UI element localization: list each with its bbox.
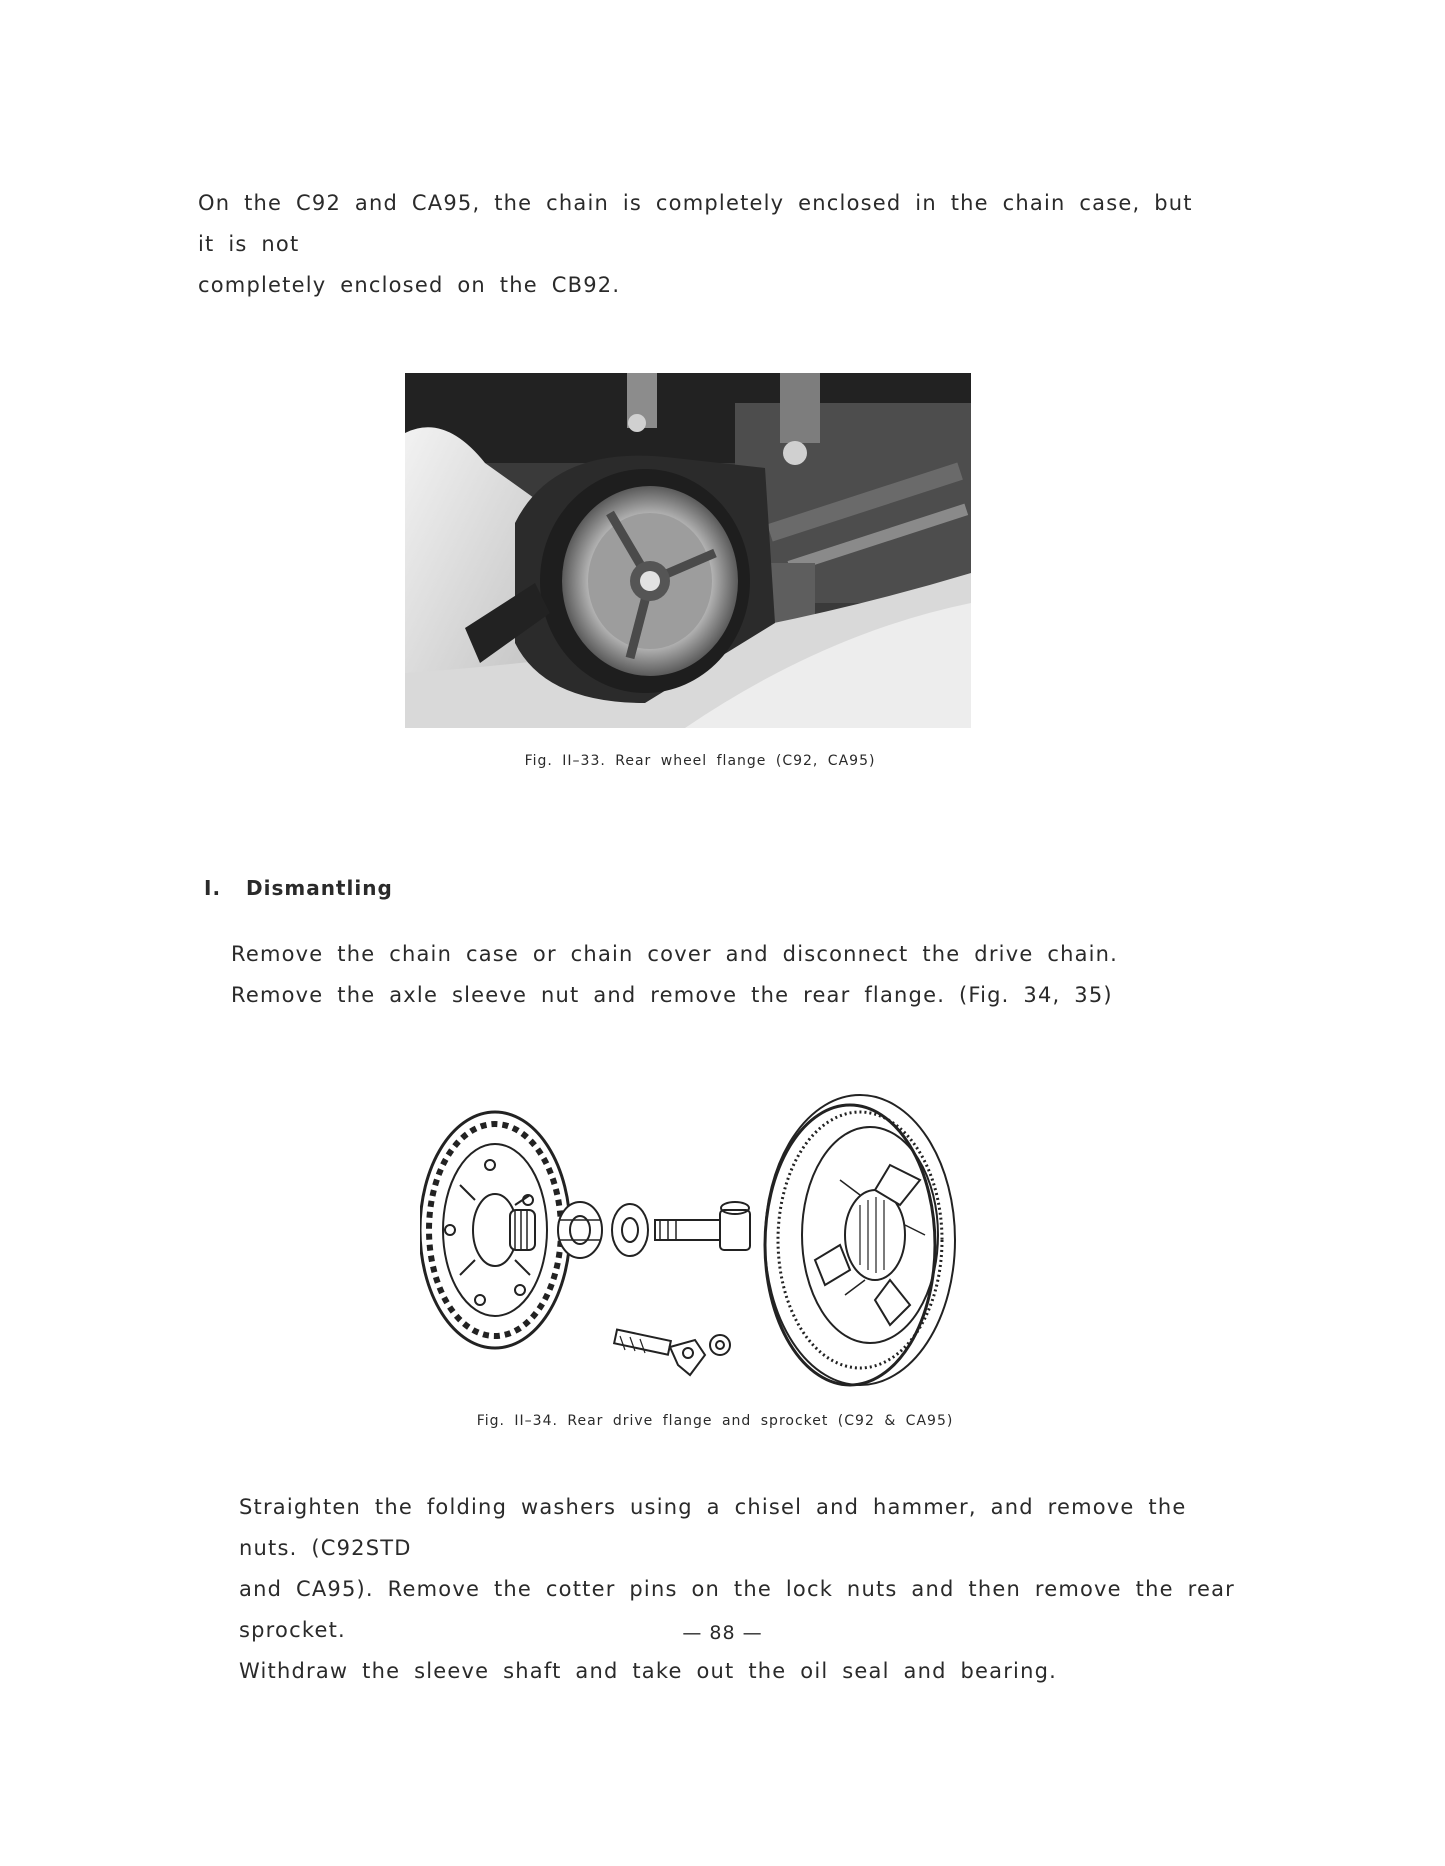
dismantling-paragraph: [231, 934, 1231, 1016]
intro-line-2: completely enclosed on the CB92.: [198, 273, 621, 297]
page-number: — 88 —: [682, 1622, 763, 1644]
dismantling-line-1: Remove the chain case or chain cover and disconnect the drive chain.: [231, 942, 1119, 966]
section-number: I.: [204, 876, 222, 900]
section-heading: [204, 876, 393, 900]
closing-line-2: and CA95). Remove the cotter pins on the lock nuts and then remove the rear sprocket.: [239, 1577, 1235, 1642]
fasteners-drawing: [614, 1330, 730, 1375]
sprocket-drawing: [420, 1112, 570, 1348]
figure-caption-ii-34: Fig. II–34. Rear drive flange and sprocket (C92 & CA95): [476, 1413, 954, 1429]
closing-line-1: Straighten the folding washers using a chisel and hammer, and remove the nuts. (C92STD: [239, 1495, 1187, 1560]
dismantling-line-2: Remove the axle sleeve nut and remove the rear flange. (Fig. 34, 35): [231, 983, 1113, 1007]
figure-caption-ii-33: Fig. II–33. Rear wheel flange (C92, CA95): [524, 753, 876, 769]
intro-paragraph: [198, 183, 1198, 306]
closing-paragraph: [239, 1487, 1239, 1692]
rear-drive-flange-drawing-art: [420, 1085, 970, 1395]
closing-line-3: Withdraw the sleeve shaft and take out the oil seal and bearing.: [239, 1659, 1058, 1683]
section-title: Dismantling: [246, 876, 393, 900]
rear-flange-drawing: [765, 1095, 955, 1385]
rear-wheel-flange-photo-art: [405, 373, 971, 728]
rear-wheel-flange-photo: [405, 373, 971, 728]
rear-drive-flange-drawing: [420, 1085, 970, 1395]
intro-line-1: On the C92 and CA95, the chain is completely enclosed in the chain case, but it is not: [198, 191, 1193, 256]
